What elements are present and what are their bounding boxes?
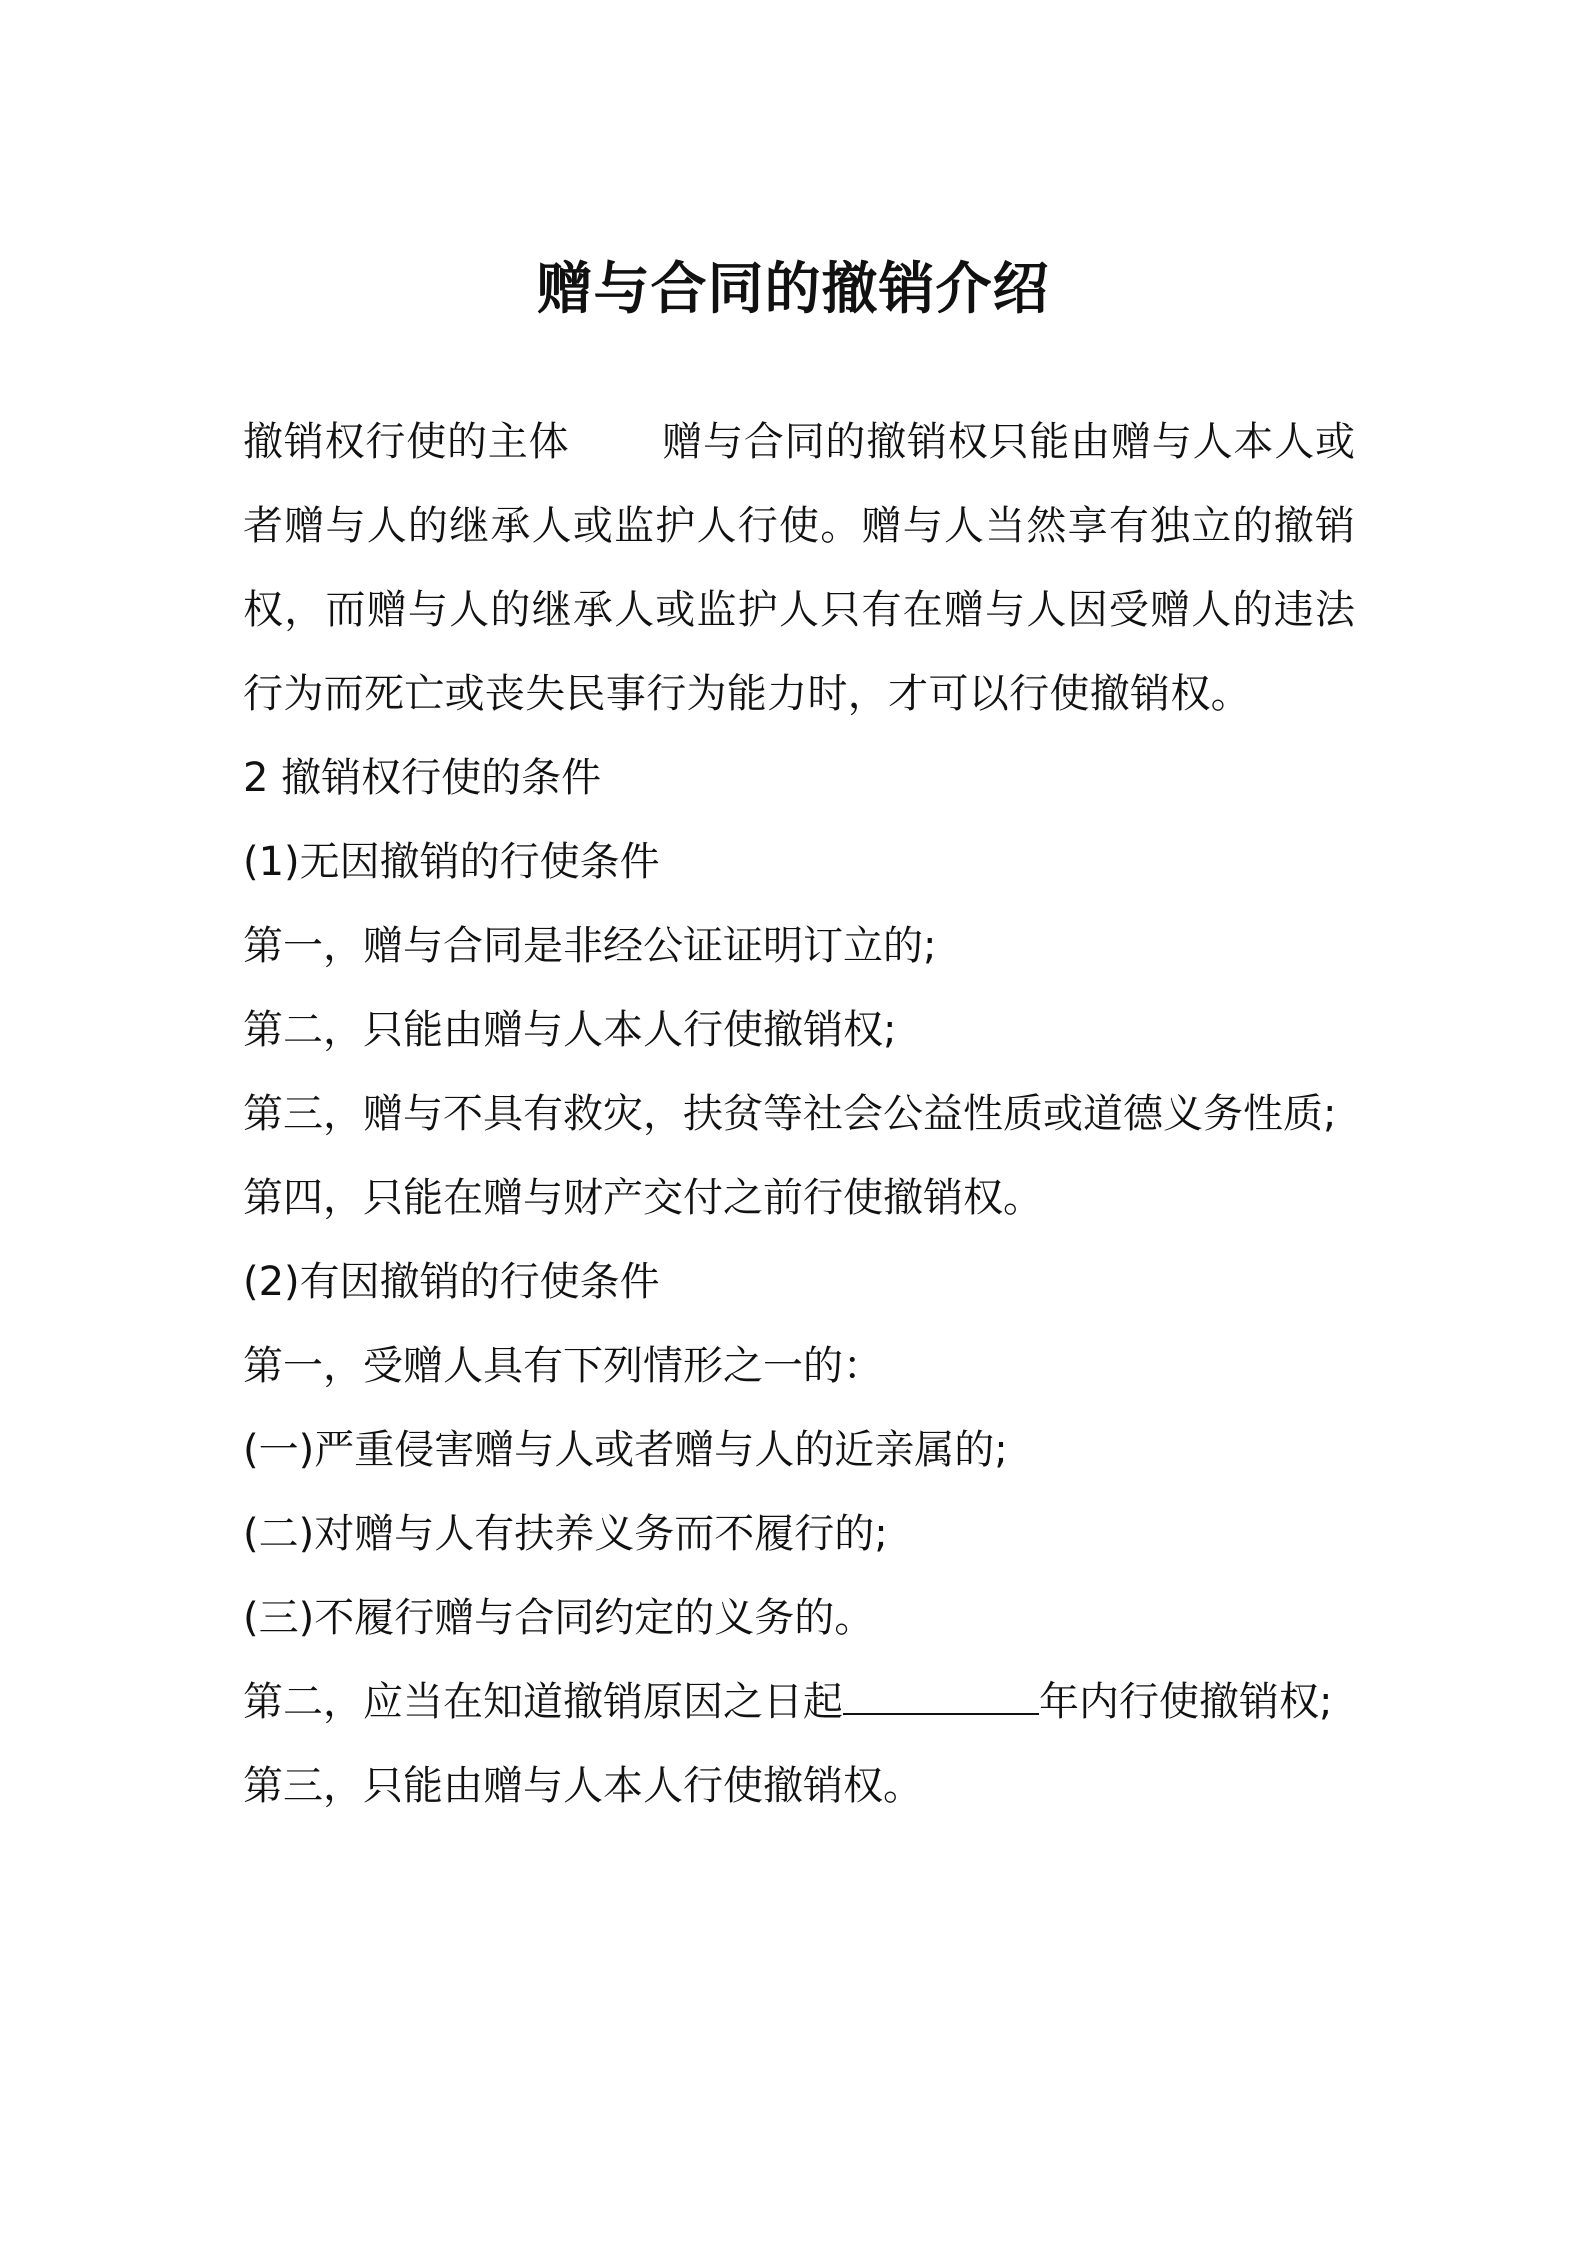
conditional-subitem-3: (三)不履行赠与合同约定的义务的。: [243, 1595, 875, 1641]
conditional-first: 第一，受赠人具有下列情形之一的：: [243, 1343, 883, 1389]
conditional-heading: (2)有因撤销的行使条件: [243, 1259, 660, 1305]
intro-text: 赠与合同的撤销权只能由赠与人本人或者赠与人的继承人或监护人行使。赠与人当然享有独立的撤销权，而赠与人的继承人或监护人只有在赠与人因受赠人的违法行为而死亡或丧失民事行为能力时，才可以行使撤销权。: [243, 419, 1356, 717]
conditional-subitem-1: (一)严重侵害赠与人或者赠与人的近亲属的;: [243, 1427, 1008, 1473]
conditional-subitem-2: (二)对赠与人有扶养义务而不履行的;: [243, 1511, 888, 1557]
conditional-second: [243, 1660, 1355, 1744]
unconditional-heading: (1)无因撤销的行使条件: [243, 839, 660, 885]
document-title: 赠与合同的撤销介绍: [536, 257, 1050, 322]
unconditional-item-4: 第四，只能在赠与财产交付之前行使撤销权。: [243, 1175, 1043, 1221]
unconditional-item-3: 第三，赠与不具有救灾，扶贫等社会公益性质或道德义务性质;: [243, 1091, 1337, 1137]
fill-in-blank: [843, 1675, 1039, 1715]
conditional-second-after: 年内行使撤销权;: [1039, 1679, 1333, 1725]
intro-heading: 撤销权行使的主体: [243, 419, 570, 465]
section-2-number: 2: [243, 755, 269, 801]
document-body: [243, 400, 1355, 1828]
unconditional-item-1: 第一，赠与合同是非经公证证明订立的;: [243, 923, 937, 969]
unconditional-item-2: 第二，只能由赠与人本人行使撤销权;: [243, 1007, 897, 1053]
conditional-third: 第三，只能由赠与人本人行使撤销权。: [243, 1763, 923, 1809]
section-2-heading: 撤销权行使的条件: [281, 755, 602, 801]
intro-paragraph: [243, 400, 1355, 820]
conditional-second-before: 第二，应当在知道撤销原因之日起: [243, 1679, 843, 1725]
